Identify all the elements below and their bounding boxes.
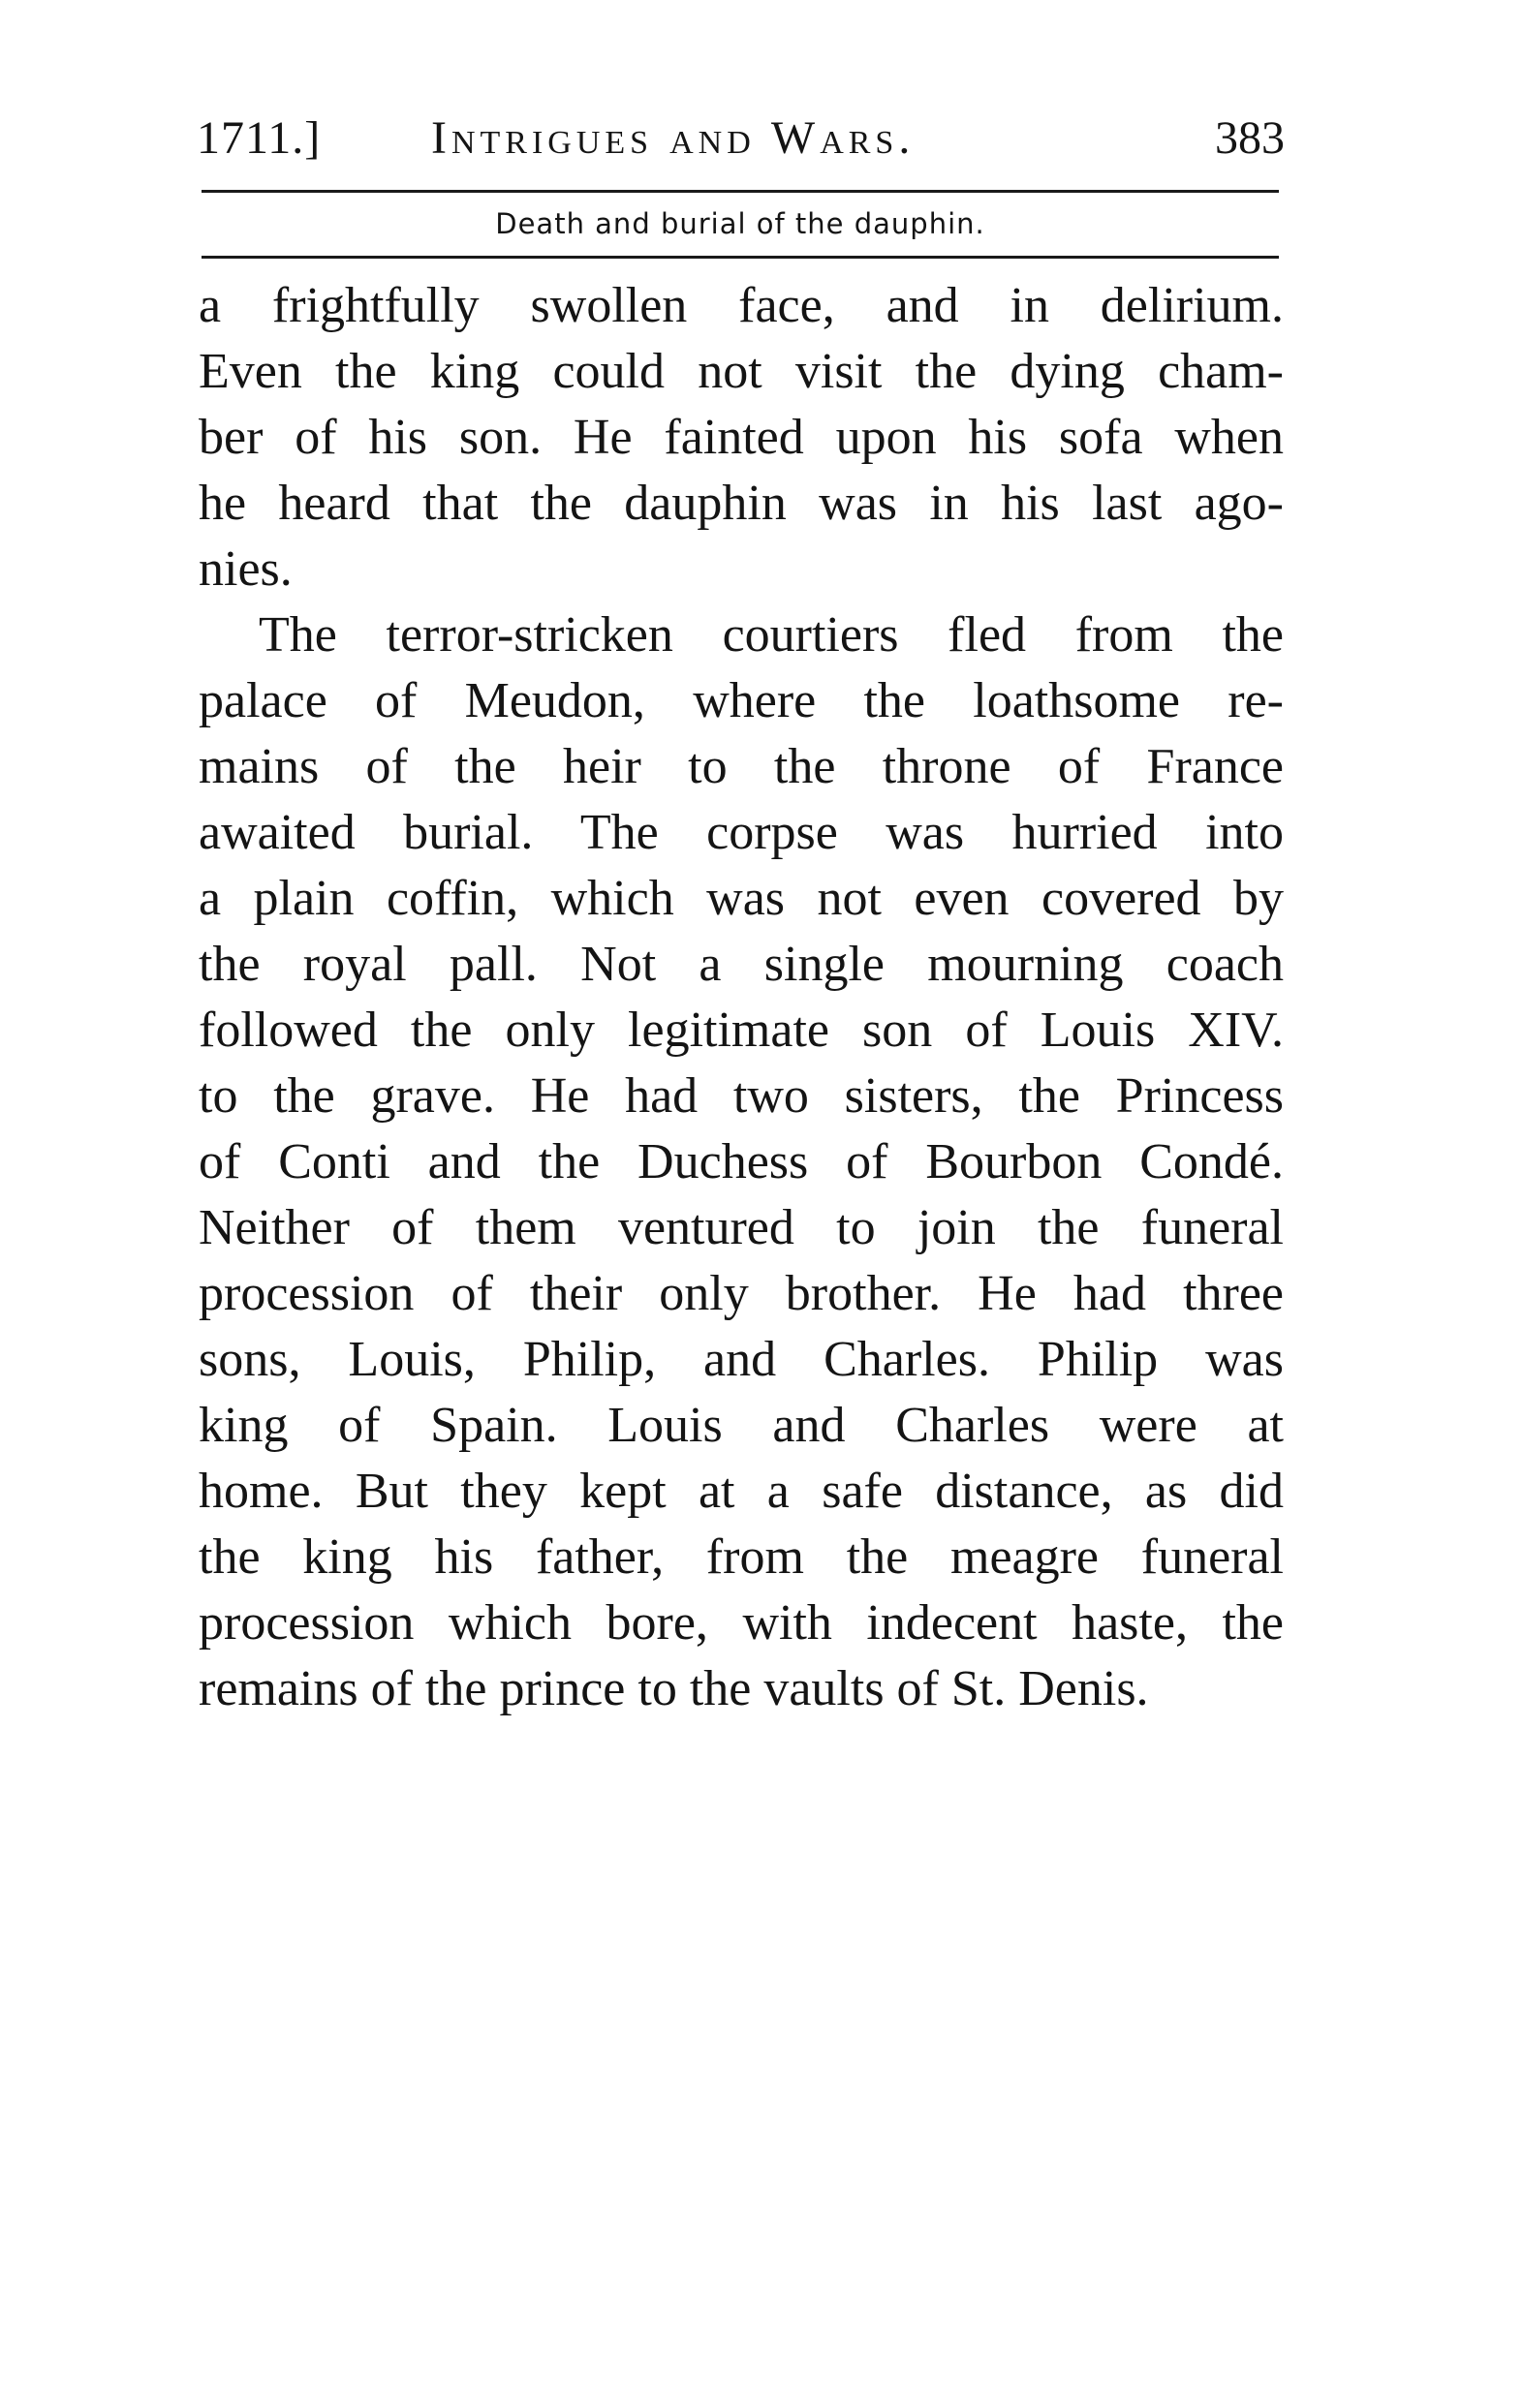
- header-year: 1711.]: [197, 112, 322, 164]
- text-line: the royal pall. Not a single mourning coach: [199, 937, 1284, 992]
- text-line: of Conti and the Duchess of Bourbon Condé.: [199, 1134, 1284, 1189]
- text-line: Neither of them ventured to join the funeral: [199, 1200, 1284, 1255]
- header-running-title: Intrigues and Wars.: [431, 112, 916, 164]
- text-line: ber of his son. He fainted upon his sofa when: [199, 410, 1284, 465]
- paragraph-1: [199, 273, 1284, 602]
- text-line: awaited burial. The corpse was hurried into: [199, 805, 1284, 860]
- text-line: followed the only legitimate son of Louis XIV.: [199, 1003, 1284, 1058]
- text-line: the king his father, from the meagre funeral: [199, 1529, 1284, 1585]
- text-line: he heard that the dauphin was in his last ago-: [199, 476, 1284, 531]
- text-line: nies.: [199, 541, 293, 597]
- text-line: procession of their only brother. He had three: [199, 1266, 1284, 1321]
- page-number: 383: [1215, 112, 1285, 164]
- text-line: palace of Meudon, where the loathsome re-: [199, 673, 1284, 728]
- header-rule-bottom: [202, 256, 1279, 259]
- text-line: mains of the heir to the throne of France: [199, 739, 1284, 794]
- text-line: to the grave. He had two sisters, the Princess: [199, 1068, 1284, 1124]
- text-line: home. But they kept at a safe distance, as did: [199, 1464, 1284, 1519]
- text-line: The terror-stricken courtiers fled from the: [259, 607, 1284, 663]
- text-line: king of Spain. Louis and Charles were at: [199, 1398, 1284, 1453]
- text-line: Even the king could not visit the dying cham-: [199, 344, 1284, 399]
- text-line: remains of the prince to the vaults of St. Denis.: [199, 1661, 1149, 1716]
- text-line: a plain coffin, which was not even covered by: [199, 871, 1284, 926]
- text-line: procession which bore, with indecent haste, the: [199, 1595, 1284, 1651]
- header-rule-top: [202, 190, 1279, 193]
- text-line: sons, Louis, Philip, and Charles. Philip was: [199, 1332, 1284, 1387]
- section-subheading: Death and burial of the dauphin.: [495, 207, 985, 240]
- body-text: [199, 273, 1284, 1722]
- text-line: a frightfully swollen face, and in delirium.: [199, 278, 1284, 333]
- paragraph-2: [199, 602, 1284, 1722]
- running-header: [197, 105, 1285, 172]
